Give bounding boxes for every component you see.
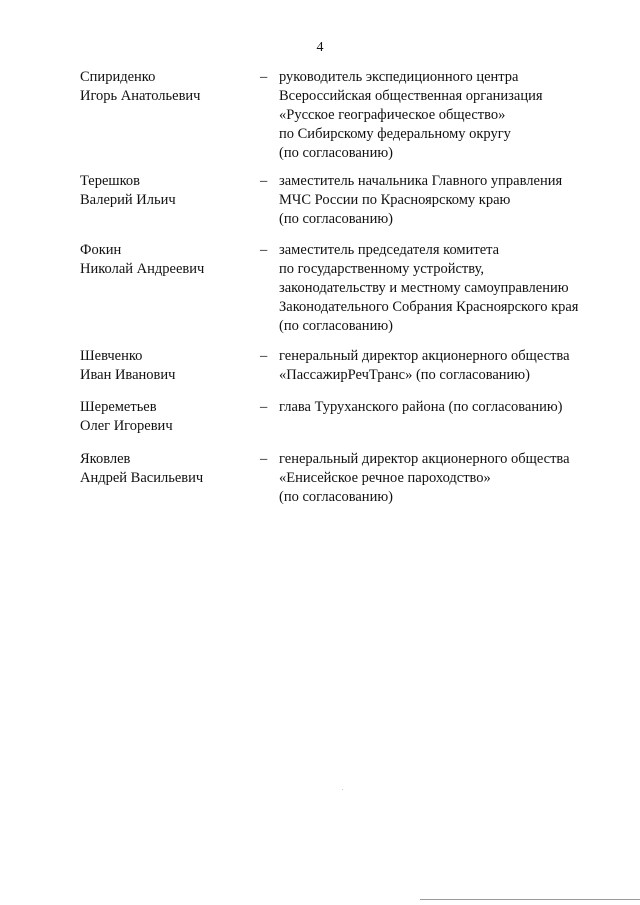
role-line: Законодательного Собрания Красноярского края <box>279 299 579 315</box>
role-line: глава Туруханского района (по согласованию) <box>279 399 563 415</box>
role-line: (по согласованию) <box>279 318 393 334</box>
member-role <box>279 398 619 417</box>
page-number: 4 <box>316 40 324 55</box>
member-name <box>80 241 258 279</box>
role-line: законодательству и местному самоуправлению <box>279 280 569 296</box>
role-line: по Сибирскому федеральному округу <box>279 126 511 142</box>
dash: – <box>260 399 268 415</box>
member-role <box>279 172 619 229</box>
member-given-names: Олег Игоревич <box>80 418 173 434</box>
member-surname: Спириденко <box>80 69 156 85</box>
role-line: Всероссийская общественная организация <box>279 88 543 104</box>
bottom-rule <box>420 899 640 900</box>
role-line: МЧС России по Красноярскому краю <box>279 192 511 208</box>
member-given-names: Игорь Анатольевич <box>80 88 201 104</box>
role-line: (по согласованию) <box>279 145 393 161</box>
member-given-names: Валерий Ильич <box>80 192 176 208</box>
dash: – <box>260 173 268 189</box>
member-role <box>279 68 619 163</box>
role-line: «Русское географическое общество» <box>279 107 506 123</box>
role-line: заместитель начальника Главного управления <box>279 173 563 189</box>
member-surname: Яковлев <box>80 451 131 467</box>
scan-speck <box>342 789 343 790</box>
member-role <box>279 450 619 507</box>
member-surname: Терешков <box>80 173 140 189</box>
role-line: генеральный директор акционерного общества <box>279 348 570 364</box>
member-surname: Фокин <box>80 242 122 258</box>
member-name <box>80 172 258 210</box>
member-surname: Шереметьев <box>80 399 157 415</box>
member-given-names: Иван Иванович <box>80 367 176 383</box>
member-name <box>80 347 258 385</box>
dash: – <box>260 69 268 85</box>
member-name <box>80 450 258 488</box>
member-role <box>279 241 619 336</box>
role-line: по государственному устройству, <box>279 261 484 277</box>
role-line: (по согласованию) <box>279 211 393 227</box>
member-role <box>279 347 619 385</box>
member-name <box>80 398 258 436</box>
dash: – <box>260 451 268 467</box>
role-line: заместитель председателя комитета <box>279 242 500 258</box>
member-given-names: Андрей Васильевич <box>80 470 204 486</box>
role-line: (по согласованию) <box>279 489 393 505</box>
role-line: генеральный директор акционерного общества <box>279 451 570 467</box>
member-surname: Шевченко <box>80 348 143 364</box>
dash: – <box>260 348 268 364</box>
role-line: руководитель экспедиционного центра <box>279 69 519 85</box>
member-name <box>80 68 258 106</box>
role-line: «ПассажирРечТранс» (по согласованию) <box>279 367 530 383</box>
role-line: «Енисейское речное пароходство» <box>279 470 491 486</box>
member-given-names: Николай Андреевич <box>80 261 205 277</box>
dash: – <box>260 242 268 258</box>
